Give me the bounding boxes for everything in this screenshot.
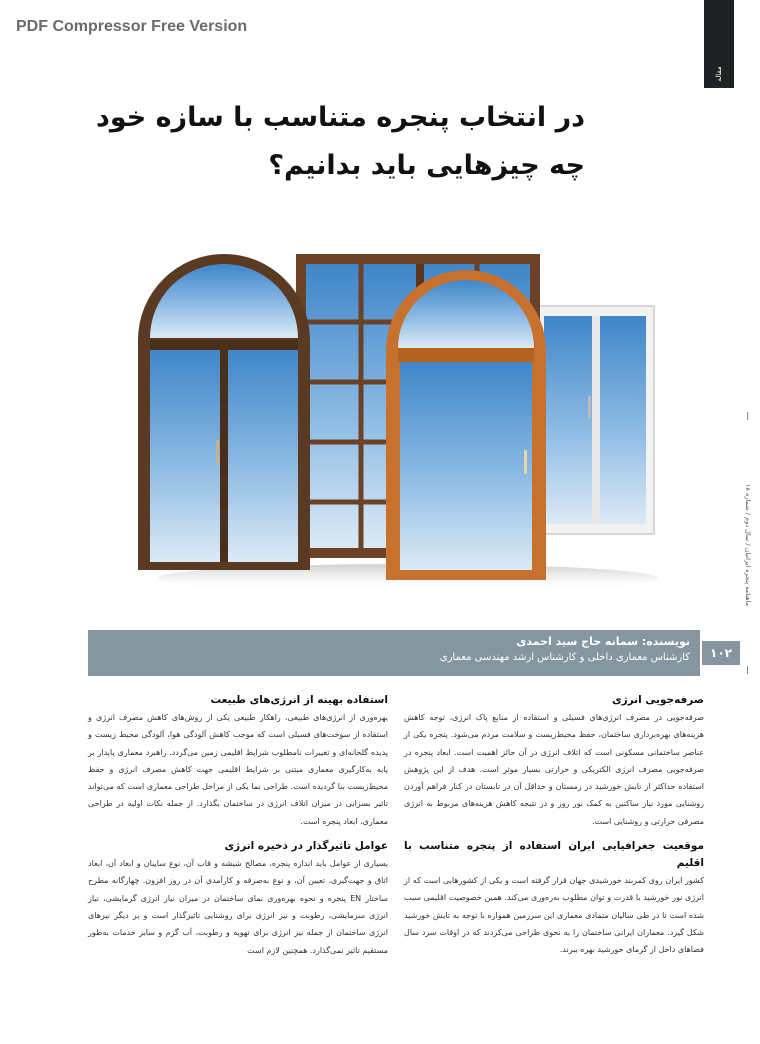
byline-bar (88, 630, 700, 676)
page-number: ۱۰۲ (702, 641, 740, 665)
author-name: نویسنده: سمانه حاج سید احمدی (516, 635, 690, 648)
side-caption-text: ماهنامه پنجره ایرانیان / سال دوم / شماره ۱۸ (744, 483, 752, 607)
right-paragraph-2: کشور ایران روی کمربند خورشیدی جهان قرار گرفته است و یکی از کشورهایی است که از انرژی نور خورشید با قدرت و توان مطلوب به‌ره‌وری می‌کند. همین خصوصیت اقلیمی سبب شده است تا در طی سالیان متمادی معماری این سرزمین همواره با توجه به تابش خورشید شکل گیرد. معماران ایرانی ساختمان را به نحوی طراحی می‌کردند که در اوقات سرد سال فضاهای داخل از گرمای خورشید بهره ببرند. (404, 876, 704, 955)
side-divider-top (747, 412, 748, 420)
author-credentials: کارشناس معماری داخلی و کارشناس ارشد مهندسی معماری (439, 652, 690, 663)
side-divider-bottom (747, 666, 748, 674)
arched-dark-window (138, 254, 310, 570)
section-tab-label: مقاله (715, 66, 723, 82)
white-window (536, 306, 654, 534)
left-heading-energy-factors: عوامل تاثیرگذار در ذخیره انرژی (224, 840, 388, 853)
article-title-line1: در انتخاب پنجره متناسب با سازه خود (95, 102, 585, 133)
right-paragraph-1: صرفه‌جویی در مصرف انرژی‌های فسیلی و استفاده از منابع پاک انرژی، توجه کاهش هزینه‌های بهره‌برداری ساختمان، حفظ محیط‌زیست و سلامت مردم می‌شود. پنجره یکی از عناصر ساختمانی مسکونی است که اتلاف انرژی در آن حائز اهمیت است. ابعاد پنجره در صرفه‌جویی مصرف انرژی الکتریکی و حرارتی بسیار موثر است. هدف از این پژوهش استفاده حداکثر از تابش خورشید در زمستان و حداقل آن در تابستان در کنار فراهم آوردن روشنایی مورد نیاز ساکنین به کمک نور روز و در نتیجه کاهش هزینه‌های مربوط به انرژی مصرفی حرارتی و روشنایی است. (404, 713, 704, 826)
watermark-text: PDF Compressor Free Version (16, 18, 248, 35)
left-heading-natural-energy: استفاده بهینه از انرژی‌های طبیعت (210, 694, 388, 706)
right-column (404, 684, 704, 959)
right-heading-energy-saving: صرفه‌جویی انرژی (611, 694, 704, 706)
article-title-line2: چه چیزهایی باید بدانیم؟ (268, 150, 585, 181)
left-paragraph-2: بسیاری از عوامل باید اندازه پنجره، مصالح شیشه و قاب آن، نوع سایبان و ابعاد آن، ابعاد اتاق و جهت‌گیری، تعیین آن، و نوع به‌صرفه و کارآمدی آن در روز افزون. چهارگانه مطرح ساختار EN پنجره و نحوه بهره‌وری نمای ساختمان در میزان نیاز انرژی گرمایشی، نیاز انرژی سرمایشی، رطوبت و نیز انرژی برای روشنایی تاثیرگذار است و بر دیگر نیرهای انرژی ساختمان از جمله نیز انرژی برای تهویه و رطوبت، آب گرم و سایر خدمات به‌طور مستقیم تاثیر نمی‌گذارد. همچنین لازم است (88, 859, 389, 955)
left-paragraph-1: بهره‌وری از انرژی‌های طبیعی، راهکار طبیعی یکی از روش‌های کاهش مصرف انرژی و استفاده از سوخت‌های فسیلی است که موجب کاهش آلودگی هوا، آلودگی محیط زیست و پدیده گلخانه‌ای و تغییرات نامطلوب شرایط اقلیمی زمین می‌گردد. راهبرد معماری پایدار بر پایه به‌کارگیری معماری مبتنی بر شرایط اقلیمی جهت کاهش مصرف انرژی و حفظ محیط‌زیست بنا گردیده است. طراحی نما یکی از مراحل طراحی معماری است که می‌تواند تاثیر بسزایی در میزان اتلاف انرژی در ساختمان بگذارد. از جمله نکات اولیه در طراحی معماری، ابعاد پنجره است. (88, 713, 388, 826)
left-column (88, 684, 388, 959)
side-caption (742, 430, 754, 660)
right-heading-geography: موقعیت جغرافیایی ایران استفاده از پنجره متناسب با اقلیم (404, 840, 704, 870)
arched-orange-door (386, 270, 546, 580)
windows-illustration (118, 240, 678, 600)
section-tab (704, 0, 734, 88)
